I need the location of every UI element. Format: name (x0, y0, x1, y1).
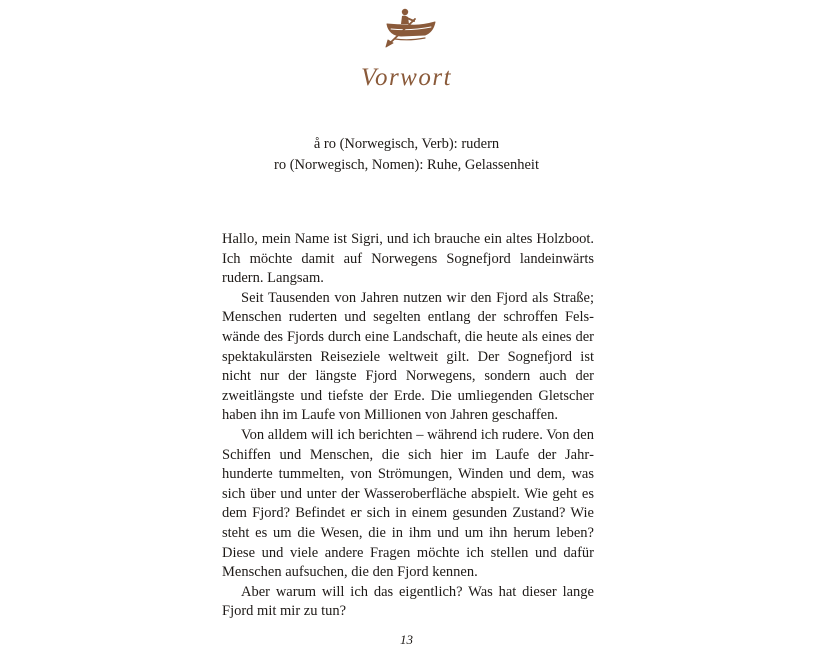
definition-noun: ro (Norwegisch, Nomen): Ruhe, Gelassenheit (274, 157, 539, 173)
paragraph-3: Von alldem will ich berichten – während ich rudere. Von den Schiffen und Menschen, die sich hier im Laufe der Jahrhunderte tummelten, von Strömungen, Winden und dem, was sich über und unter der Wasseroberfläche abspielt. Wie geht es dem Fjord? Befindet er sich in einem gesunden Zustand? Wie steht es um die Wesen, die in ihm und um ihn herum leben? Diese und viele andere Fragen möchte ich stellen und dafür Menschen aufsuchen, die den Fjord kennen. (222, 426, 594, 581)
chapter-title: Vorwort (360, 64, 453, 91)
paragraph-4: Aber warum will ich das eigentlich? Was hat dieser lange Fjord mit mir zu tun? (222, 583, 594, 620)
definitions-block (0, 134, 813, 176)
definition-verb: å ro (Norwegisch, Verb): rudern (313, 136, 500, 152)
paragraph-1: Hallo, mein Name ist Sigri, und ich brauche ein altes Holzboot. Ich möchte damit auf Norwegens Sognefjord landeinwärts rudern. Langsam. (222, 231, 594, 287)
rowboat-icon (381, 4, 437, 48)
page-number: 13 (400, 632, 413, 647)
body-text (222, 230, 594, 622)
paragraph-2: Seit Tausenden von Jahren nutzen wir den Fjord als Straße; Menschen ruderten und segelten entlang der schroffen Felswände des Fjords durch eine Landschaft, die heute als eines der spektakulärsten Reiseziele weltweit gilt. Der Sognefjord ist nicht nur der längste Fjord Norwegens, sondern auch der zweitlängste und tiefste der Erde. Die umliegenden Gletscher haben ihn im Laufe von Millionen von Jahren geschaffen. (222, 289, 594, 424)
